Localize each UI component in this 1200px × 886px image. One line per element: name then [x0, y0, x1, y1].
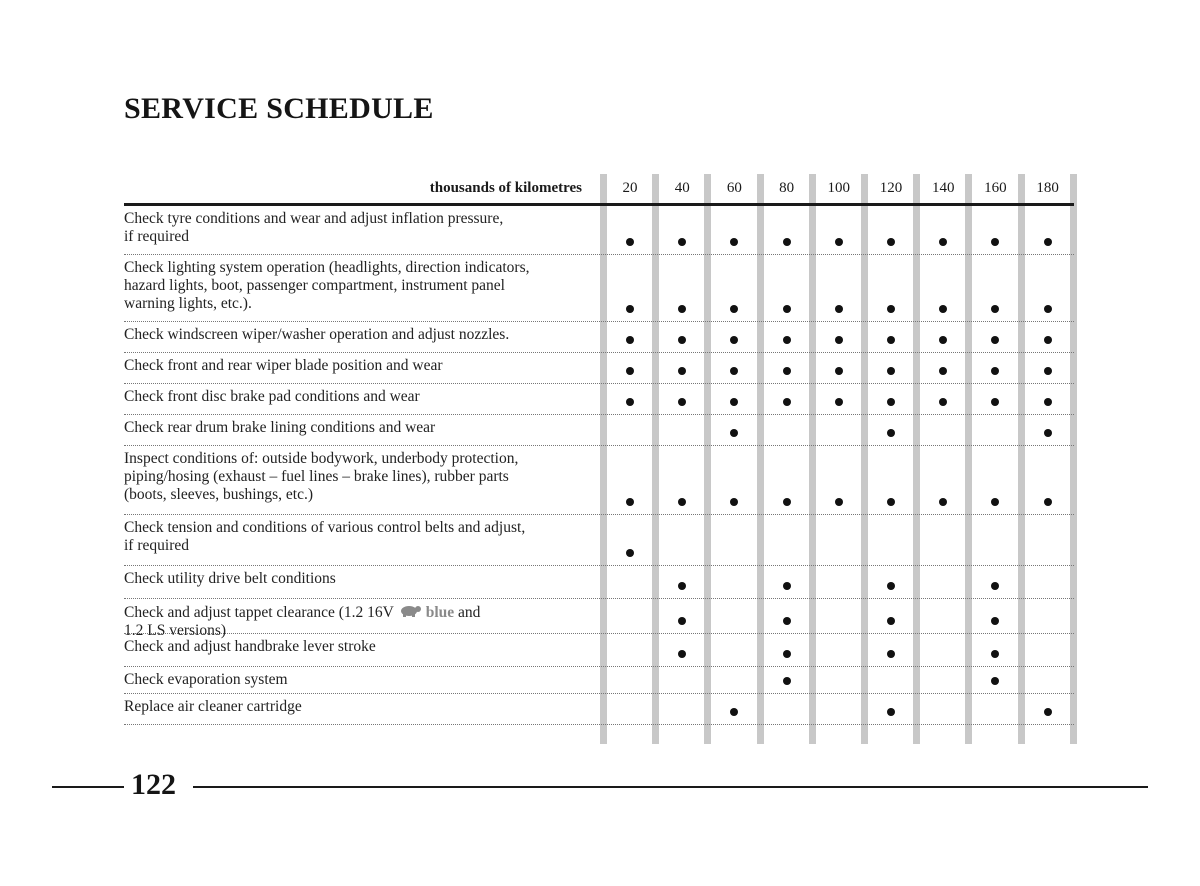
service-dot-80 — [783, 238, 791, 246]
service-dot-160 — [991, 617, 999, 625]
row-description: Check front and rear wiper blade position and wear — [124, 357, 443, 374]
service-dot-100 — [835, 498, 843, 506]
service-dot-40 — [678, 238, 686, 246]
service-dot-160 — [991, 336, 999, 344]
service-dot-40 — [678, 305, 686, 313]
table-row — [124, 255, 1074, 322]
header-km-20: 20 — [622, 180, 638, 196]
service-dot-180 — [1044, 398, 1052, 406]
table-row — [124, 353, 1074, 384]
header-km-40: 40 — [674, 180, 690, 196]
service-dot-180 — [1044, 429, 1052, 437]
service-dot-40 — [678, 650, 686, 658]
service-dot-120 — [887, 708, 895, 716]
service-dot-60 — [730, 398, 738, 406]
row-description: Check rear drum brake lining conditions and wear — [124, 419, 436, 436]
row-description: Check utility drive belt conditions — [124, 570, 336, 587]
table-header — [124, 174, 1074, 206]
row-description: Check and adjust tappet clearance (1.2 16V blue and 1.2 LS versions) — [124, 604, 481, 639]
row-description: Replace air cleaner cartridge — [124, 698, 302, 715]
header-km-180: 180 — [1036, 180, 1059, 196]
service-dot-160 — [991, 498, 999, 506]
service-dot-140 — [939, 398, 947, 406]
header-km-120: 120 — [879, 180, 903, 196]
service-dot-20 — [626, 549, 634, 557]
row-description: Inspect conditions of: outside bodywork, underbody protection, piping/hosing (exhaust – fuel lines – brake lines), rubber parts (boots, sleeves, bushings, etc.) — [124, 450, 519, 503]
table-row — [124, 634, 1074, 667]
service-schedule-table — [124, 174, 1074, 725]
service-dot-120 — [887, 617, 895, 625]
table-row — [124, 384, 1074, 415]
row-description: Check tension and conditions of various control belts and adjust, if required — [124, 519, 526, 554]
table-row — [124, 515, 1074, 566]
service-dot-160 — [991, 582, 999, 590]
page-number: 122 — [131, 768, 176, 801]
service-dot-160 — [991, 650, 999, 658]
service-dot-40 — [678, 336, 686, 344]
service-dot-40 — [678, 398, 686, 406]
service-dot-180 — [1044, 367, 1052, 375]
footer-rule-right — [193, 786, 1148, 788]
service-dot-80 — [783, 498, 791, 506]
header-km-100: 100 — [827, 180, 851, 196]
service-dot-120 — [887, 305, 895, 313]
service-dot-80 — [783, 582, 791, 590]
service-dot-100 — [835, 398, 843, 406]
service-dot-180 — [1044, 336, 1052, 344]
row-description: Check tyre conditions and wear and adjust inflation pressure, if required — [124, 210, 504, 245]
service-dot-160 — [991, 398, 999, 406]
service-dot-120 — [887, 582, 895, 590]
service-dot-80 — [783, 336, 791, 344]
service-dot-60 — [730, 498, 738, 506]
service-dot-60 — [730, 429, 738, 437]
service-dot-20 — [626, 398, 634, 406]
row-description: Check front disc brake pad conditions and wear — [124, 388, 420, 405]
header-km-60: 60 — [726, 180, 742, 196]
service-dot-120 — [887, 336, 895, 344]
service-dot-40 — [678, 367, 686, 375]
header-km-140: 140 — [931, 180, 955, 196]
table-row — [124, 415, 1074, 446]
service-dot-80 — [783, 305, 791, 313]
table-row — [124, 694, 1074, 725]
service-dot-120 — [887, 429, 895, 437]
service-dot-80 — [783, 367, 791, 375]
service-dot-140 — [939, 336, 947, 344]
service-dot-40 — [678, 617, 686, 625]
page-title: SERVICE SCHEDULE — [124, 92, 434, 125]
service-dot-20 — [626, 498, 634, 506]
header-label: thousands of kilometres — [429, 180, 582, 196]
row-description: Check and adjust handbrake lever stroke — [124, 638, 376, 655]
service-dot-140 — [939, 305, 947, 313]
header-km-160: 160 — [984, 180, 1007, 196]
header-km-80: 80 — [779, 180, 795, 196]
footer-rule-left — [52, 786, 124, 788]
service-dot-20 — [626, 367, 634, 375]
service-dot-120 — [887, 238, 895, 246]
service-dot-80 — [783, 617, 791, 625]
service-dot-180 — [1044, 305, 1052, 313]
service-dot-140 — [939, 367, 947, 375]
table-body — [124, 206, 1074, 725]
service-dot-180 — [1044, 498, 1052, 506]
table-row — [124, 322, 1074, 353]
service-dot-120 — [887, 498, 895, 506]
service-dot-120 — [887, 367, 895, 375]
service-dot-160 — [991, 677, 999, 685]
service-dot-20 — [626, 336, 634, 344]
table-row — [124, 599, 1074, 639]
turtle-logo-icon — [398, 604, 422, 621]
service-dot-100 — [835, 238, 843, 246]
table-row — [124, 667, 1074, 694]
service-dot-60 — [730, 238, 738, 246]
service-dot-60 — [730, 367, 738, 375]
service-dot-140 — [939, 498, 947, 506]
service-dot-80 — [783, 650, 791, 658]
row-description: Check windscreen wiper/washer operation and adjust nozzles. — [124, 326, 510, 343]
service-dot-180 — [1044, 708, 1052, 716]
table-row — [124, 206, 1074, 255]
row-description: Check evaporation system — [124, 671, 288, 688]
service-dot-80 — [783, 398, 791, 406]
service-dot-100 — [835, 305, 843, 313]
service-dot-120 — [887, 398, 895, 406]
service-dot-120 — [887, 650, 895, 658]
service-dot-20 — [626, 238, 634, 246]
service-dot-60 — [730, 305, 738, 313]
service-dot-20 — [626, 305, 634, 313]
service-dot-160 — [991, 305, 999, 313]
table-row — [124, 566, 1074, 599]
service-dot-40 — [678, 498, 686, 506]
row-description: Check lighting system operation (headlights, direction indicators, hazard lights, boot, passenger compartment, instrument panel warning lights, etc.). — [124, 259, 530, 312]
service-dot-100 — [835, 367, 843, 375]
service-dot-40 — [678, 582, 686, 590]
service-dot-60 — [730, 336, 738, 344]
service-dot-140 — [939, 238, 947, 246]
service-dot-100 — [835, 336, 843, 344]
service-dot-180 — [1044, 238, 1052, 246]
table-row — [124, 446, 1074, 515]
service-dot-60 — [730, 708, 738, 716]
service-dot-80 — [783, 677, 791, 685]
service-dot-160 — [991, 367, 999, 375]
service-dot-160 — [991, 238, 999, 246]
